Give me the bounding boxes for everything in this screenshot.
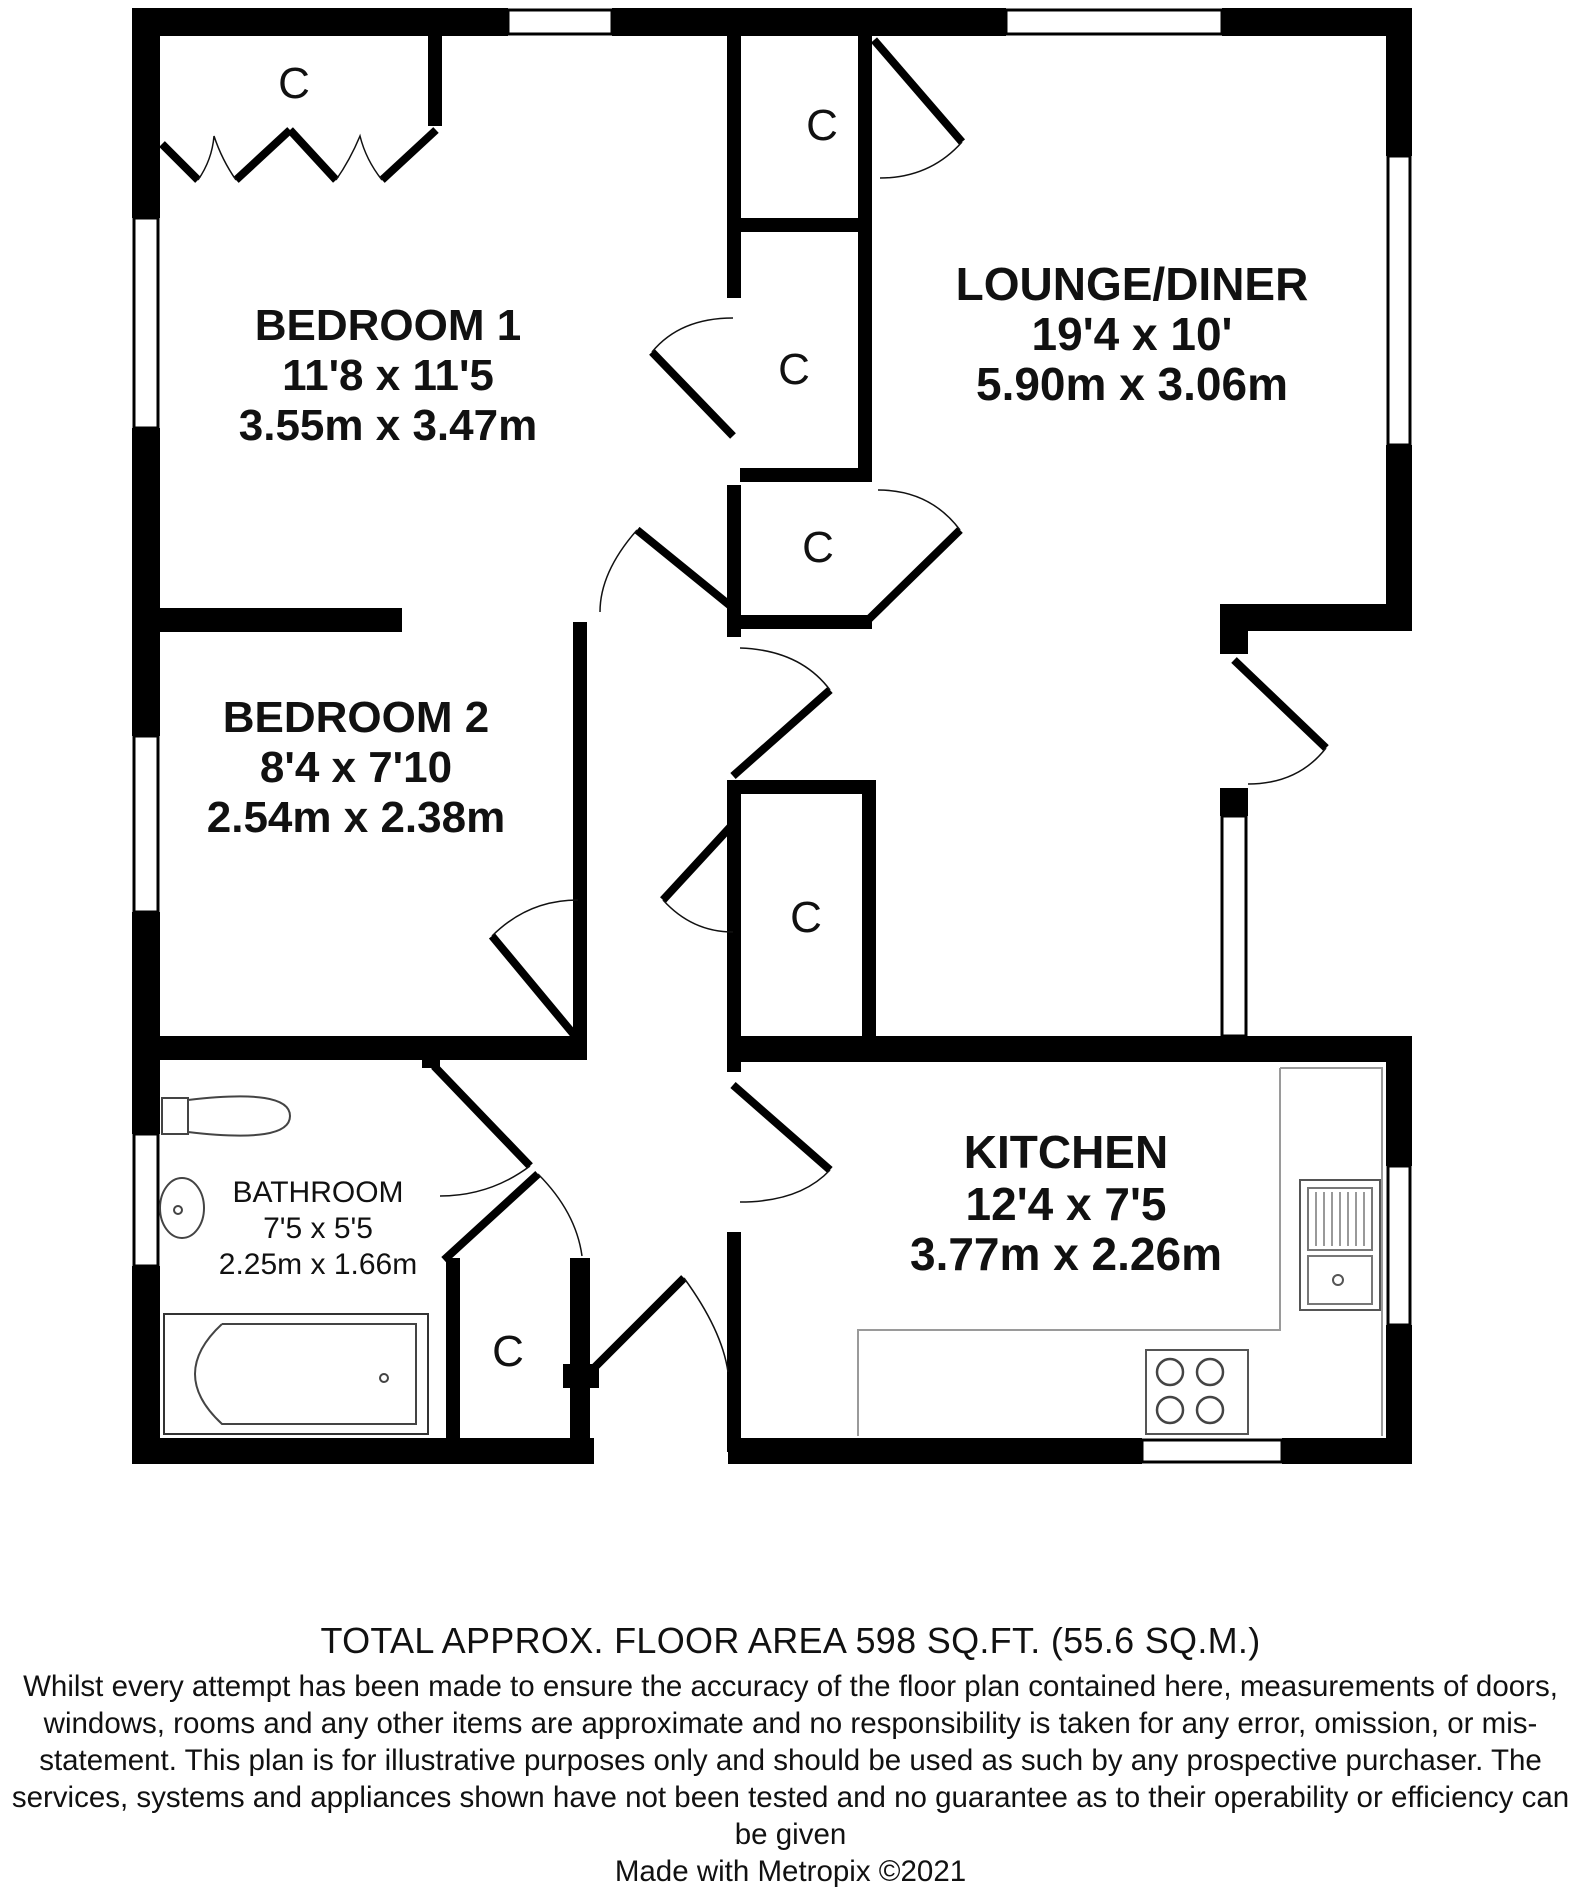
door-swing — [538, 1174, 582, 1256]
wall — [132, 1266, 160, 1464]
cupboard-label: C — [806, 101, 838, 150]
window — [1388, 1166, 1410, 1325]
room-size-metric: 3.77m x 2.26m — [909, 1228, 1223, 1280]
door-leaf — [637, 530, 733, 608]
wall — [727, 485, 741, 637]
wall — [1222, 8, 1412, 36]
basin-plug — [174, 1206, 182, 1214]
wall — [740, 1036, 1220, 1062]
door-leaf — [162, 144, 198, 180]
door-swing — [663, 900, 733, 932]
wall — [1220, 604, 1248, 654]
room-name: BEDROOM 1 — [254, 301, 522, 350]
door-swing — [198, 136, 236, 180]
window — [134, 1134, 158, 1266]
wall — [570, 1258, 590, 1452]
window — [1388, 156, 1410, 445]
wall — [612, 8, 1006, 36]
room-name: KITCHEN — [963, 1126, 1169, 1178]
door-leaf — [290, 130, 336, 180]
wall — [740, 615, 872, 629]
window — [508, 10, 612, 34]
wall — [727, 1232, 741, 1452]
wall — [1220, 1036, 1412, 1062]
door-leaf — [663, 824, 733, 900]
wall — [132, 1036, 587, 1060]
door-swing — [740, 1170, 830, 1202]
wall — [727, 8, 741, 298]
wall — [132, 1438, 594, 1464]
wall — [132, 428, 160, 736]
door-swing — [878, 490, 960, 530]
room-bedroom1 — [239, 301, 537, 450]
room-size-imperial: 8'4 x 7'10 — [259, 743, 453, 792]
door-leaf — [492, 936, 580, 1042]
cupboard-label: C — [802, 523, 834, 572]
bath-tap — [380, 1374, 388, 1382]
room-size-imperial: 19'4 x 10' — [1031, 308, 1233, 360]
room-size-metric: 3.55m x 3.47m — [238, 401, 538, 450]
plan-footer — [0, 1618, 1581, 1890]
cupboard-label: C — [790, 893, 822, 942]
wall — [740, 468, 872, 482]
wall — [740, 780, 874, 794]
wall — [132, 608, 402, 632]
door-leaf — [733, 690, 830, 776]
door-leaf — [590, 1278, 684, 1372]
disclaimer-text: Whilst every attempt has been made to ensure the accuracy of the floor plan contained here, measurements of doors, windows, rooms and any other items are approximate and no responsibility is taken for any error, omission, or mis-statement. This plan is for illustrative purposes only and should be used as such by any prospective purchaser. The services, systems and appliances shown have not been tested and no guarantee as to their operability or efficiency can be given — [11, 1670, 1570, 1851]
wall — [573, 622, 587, 1038]
wall — [428, 8, 442, 126]
sink-plug — [1333, 1275, 1343, 1285]
bath — [164, 1314, 428, 1434]
wall — [446, 1258, 460, 1438]
room-size-imperial: 11'8 x 11'5 — [282, 351, 494, 400]
wall — [1386, 8, 1412, 156]
wall — [862, 780, 876, 1042]
wall — [132, 912, 160, 1134]
sink-drainer-lines — [1316, 1192, 1364, 1246]
hob-ring — [1157, 1397, 1183, 1423]
room-name: BATHROOM — [232, 1176, 404, 1209]
room-name: LOUNGE/DINER — [955, 258, 1309, 310]
cupboard-label: C — [492, 1327, 524, 1376]
toilet — [162, 1096, 290, 1135]
window — [134, 736, 158, 912]
window — [1006, 10, 1222, 34]
door-leaf — [868, 530, 960, 620]
hob-ring — [1197, 1359, 1223, 1385]
wall — [728, 1438, 1142, 1464]
room-kitchen — [910, 1126, 1222, 1280]
door-leaf — [874, 40, 962, 142]
door-leaf — [236, 130, 290, 180]
room-name: BEDROOM 2 — [222, 693, 490, 742]
room-bathroom — [219, 1176, 417, 1281]
cupboard-label: C — [278, 59, 310, 108]
window — [1222, 816, 1246, 1036]
wall — [740, 218, 872, 232]
door-leaf — [652, 352, 733, 436]
total-floor-area: TOTAL APPROX. FLOOR AREA 598 SQ.FT. (55.6 SQ.M.) — [320, 1620, 1261, 1661]
room-size-imperial: 12'4 x 7'5 — [965, 1178, 1167, 1230]
hob-rings — [1157, 1359, 1223, 1423]
door-swing — [600, 530, 637, 612]
door-swing — [1248, 748, 1326, 784]
door-leaf — [434, 1066, 530, 1166]
wall — [1386, 1036, 1412, 1166]
door-swing — [652, 318, 733, 352]
wall — [1220, 604, 1412, 631]
sink-bowl — [1308, 1256, 1372, 1304]
door-swing — [336, 136, 382, 180]
wall — [1386, 1325, 1412, 1464]
wall — [858, 30, 872, 480]
window — [134, 218, 158, 428]
door-swing — [880, 142, 962, 178]
room-bedroom2 — [207, 693, 505, 842]
door-leaf — [1234, 660, 1326, 748]
credit-text: Made with Metropix ©2021 — [614, 1855, 967, 1888]
room-size-metric: 5.90m x 3.06m — [975, 358, 1289, 410]
door-leaf — [382, 130, 436, 180]
room-lounge-diner — [956, 258, 1309, 410]
wall — [1386, 445, 1412, 631]
room-size-imperial: 7'5 x 5'5 — [263, 1212, 373, 1245]
door-swing — [492, 900, 578, 936]
room-size-metric: 2.25m x 1.66m — [218, 1248, 418, 1281]
door-swing — [684, 1278, 728, 1372]
window — [1142, 1440, 1282, 1462]
hob-ring — [1157, 1359, 1183, 1385]
room-size-metric: 2.54m x 2.38m — [206, 793, 506, 842]
door-swing — [740, 648, 830, 690]
wall — [132, 8, 508, 36]
hob-ring — [1197, 1397, 1223, 1423]
cupboard-label: C — [778, 345, 810, 394]
wall — [132, 8, 160, 218]
wall — [1220, 788, 1248, 816]
door-leaf — [733, 1085, 830, 1170]
